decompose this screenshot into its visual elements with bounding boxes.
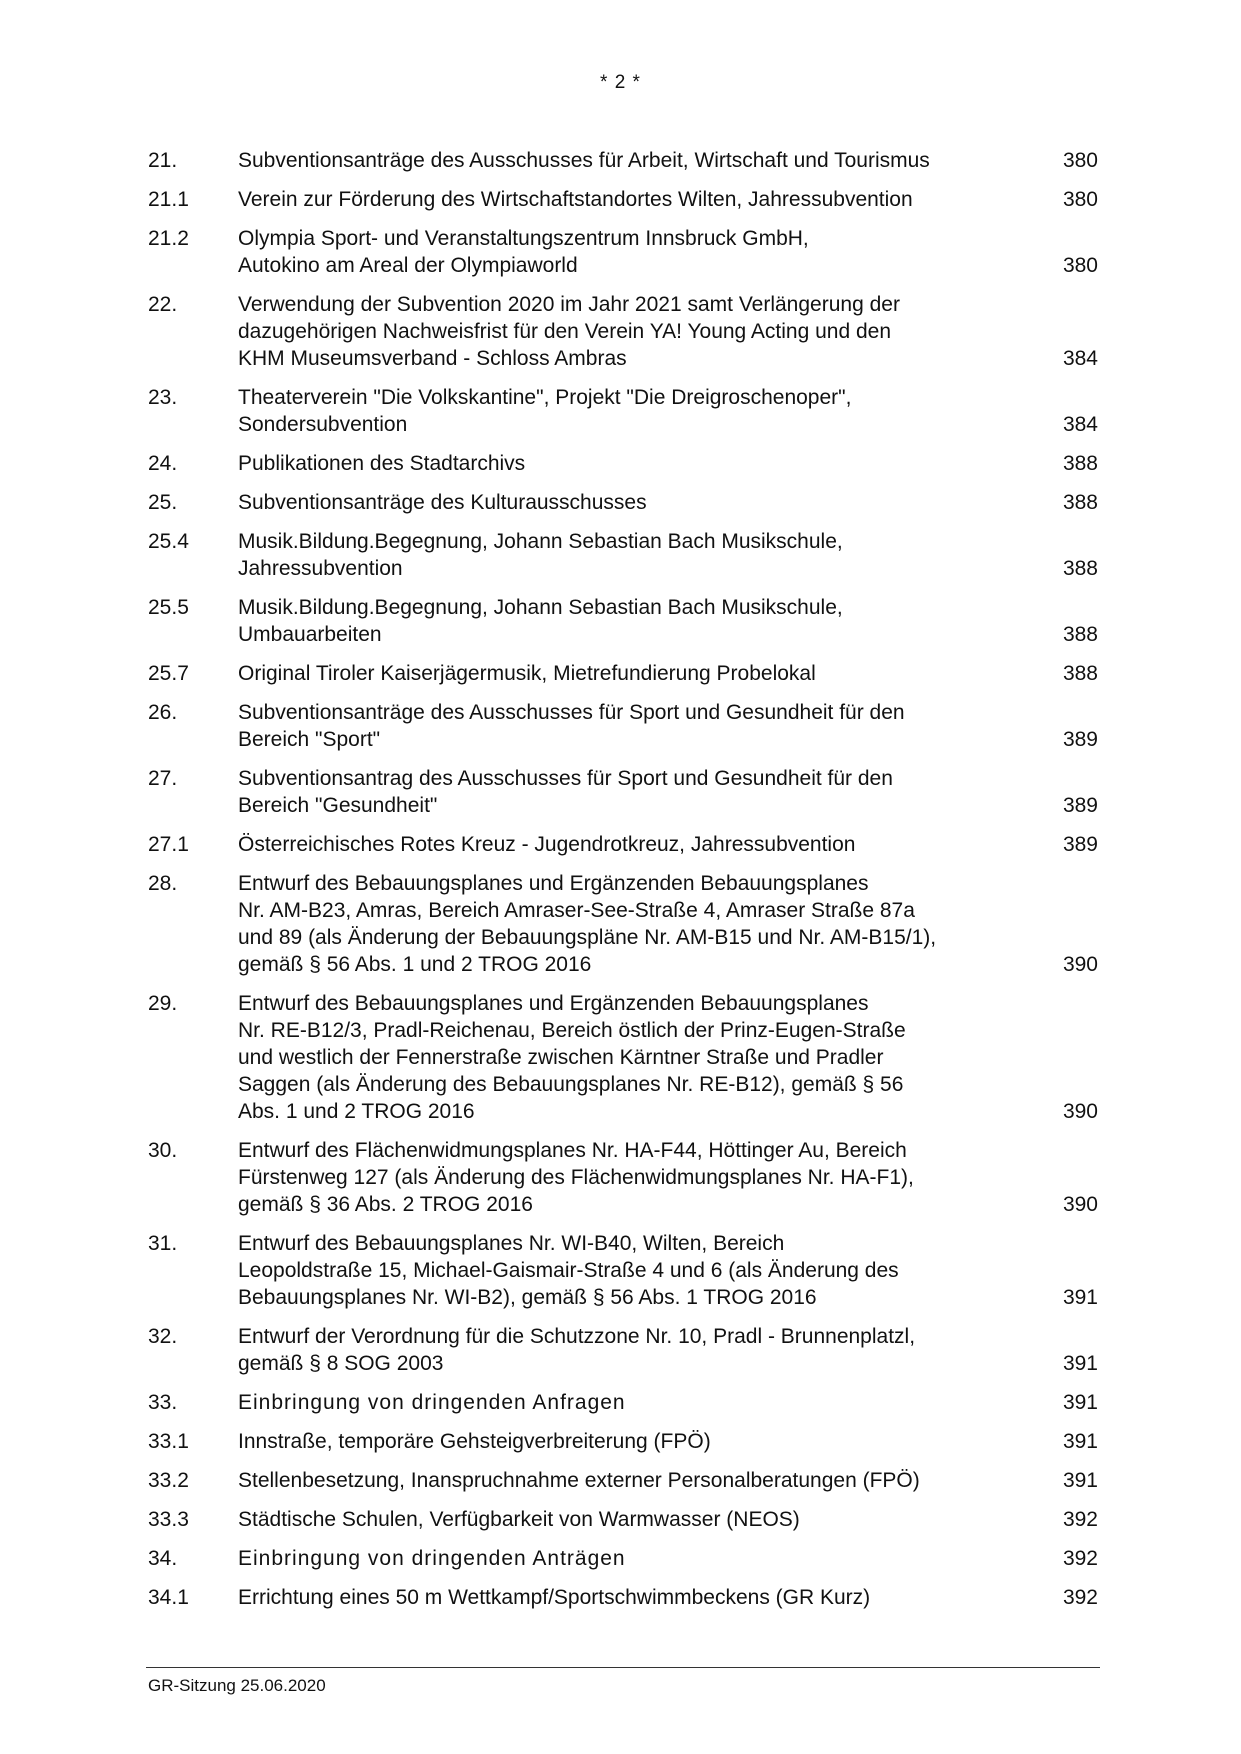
toc-entry-title: Städtische Schulen, Verfügbarkeit von Warmwasser (NEOS) bbox=[238, 1508, 800, 1531]
toc-entry-title: Entwurf des Bebauungsplanes und Ergänzenden Bebauungsplanes Nr. RE-B12/3, Pradl-Reichenau, Bereich östlich der Prinz-Eugen-Straße und westlich der Fennerstraße zwischen Kärntner Straße und Pradler Saggen (als Änderung des Bebauungsplanes Nr. RE-B12), gemäß § 56 Abs. 1 und 2 TROG 2016 bbox=[238, 992, 906, 1123]
toc-entry bbox=[148, 1389, 1098, 1416]
toc-entry-number: 23. bbox=[148, 386, 178, 409]
toc-entry bbox=[148, 186, 1098, 213]
toc-entry-title: Subventionsanträge des Kulturausschusses bbox=[238, 491, 647, 514]
toc-entry bbox=[148, 660, 1098, 687]
toc-entry-page: 391 bbox=[1062, 1286, 1098, 1309]
toc-entry-title: Musik.Bildung.Begegnung, Johann Sebastian Bach Musikschule, Jahressubvention bbox=[238, 530, 843, 580]
toc-entry bbox=[148, 489, 1098, 516]
toc-entry bbox=[148, 1545, 1098, 1572]
toc-entry-number: 21.2 bbox=[148, 227, 189, 250]
toc-entry-number: 32. bbox=[148, 1325, 178, 1348]
toc-entry bbox=[148, 1137, 1098, 1218]
toc-entry-number: 28. bbox=[148, 872, 178, 895]
toc-entry-number: 27. bbox=[148, 767, 178, 790]
toc-entry-page: 384 bbox=[1062, 347, 1098, 370]
toc-entry-number: 22. bbox=[148, 293, 178, 316]
toc-entry-title: Errichtung eines 50 m Wettkampf/Sportschwimmbeckens (GR Kurz) bbox=[238, 1586, 871, 1609]
toc-entry-title: Österreichisches Rotes Kreuz - Jugendrotkreuz, Jahressubvention bbox=[238, 833, 856, 856]
toc-entry-title: Stellenbesetzung, Inanspruchnahme externer Personalberatungen (FPÖ) bbox=[238, 1469, 920, 1492]
toc-entry-page: 388 bbox=[1062, 662, 1098, 685]
toc-entry-page: 388 bbox=[1062, 491, 1098, 514]
toc-entry-page: 389 bbox=[1062, 794, 1098, 817]
toc-entry bbox=[148, 147, 1098, 174]
toc-entry-page: 391 bbox=[1062, 1391, 1098, 1414]
toc-entry-title: Entwurf des Bebauungsplanes Nr. WI-B40, Wilten, Bereich Leopoldstraße 15, Michael-Gaismair-Straße 4 und 6 (als Änderung des Bebauungsplanes Nr. WI-B2), gemäß § 56 Abs. 1 TROG 2016 bbox=[238, 1232, 899, 1309]
toc-entry-title: Einbringung von dringenden Anträgen bbox=[238, 1547, 626, 1570]
toc-entry bbox=[148, 1467, 1098, 1494]
toc-entry-page: 388 bbox=[1062, 623, 1098, 646]
toc-entry-number: 31. bbox=[148, 1232, 178, 1255]
table-of-contents bbox=[148, 147, 1098, 1623]
toc-entry bbox=[148, 384, 1098, 438]
toc-entry-page: 389 bbox=[1062, 833, 1098, 856]
toc-entry-title: Subventionsantrag des Ausschusses für Sport und Gesundheit für den Bereich "Gesundheit" bbox=[238, 767, 893, 817]
footer-session-date: GR-Sitzung 25.06.2020 bbox=[148, 1676, 326, 1695]
toc-entry bbox=[148, 450, 1098, 477]
toc-entry bbox=[148, 1584, 1098, 1611]
toc-entry-page: 390 bbox=[1062, 953, 1098, 976]
toc-entry-number: 27.1 bbox=[148, 833, 189, 856]
toc-entry-number: 25. bbox=[148, 491, 178, 514]
toc-entry-page: 392 bbox=[1062, 1547, 1098, 1570]
toc-entry bbox=[148, 831, 1098, 858]
toc-entry-page: 391 bbox=[1062, 1430, 1098, 1453]
toc-entry-page: 380 bbox=[1062, 149, 1098, 172]
toc-entry bbox=[148, 765, 1098, 819]
toc-entry-number: 25.5 bbox=[148, 596, 189, 619]
toc-entry-number: 30. bbox=[148, 1139, 178, 1162]
toc-entry bbox=[148, 528, 1098, 582]
toc-entry-number: 33. bbox=[148, 1391, 178, 1414]
toc-entry-page: 390 bbox=[1062, 1100, 1098, 1123]
toc-entry-title: Verein zur Förderung des Wirtschaftstandortes Wilten, Jahressubvention bbox=[238, 188, 913, 211]
toc-entry-number: 21. bbox=[148, 149, 178, 172]
toc-entry-number: 25.4 bbox=[148, 530, 189, 553]
toc-entry-title: Olympia Sport- und Veranstaltungszentrum Innsbruck GmbH, Autokino am Areal der Olympiaworld bbox=[238, 227, 809, 277]
toc-entry-number: 34. bbox=[148, 1547, 178, 1570]
toc-entry-title: Publikationen des Stadtarchivs bbox=[238, 452, 526, 475]
toc-entry bbox=[148, 1323, 1098, 1377]
toc-entry-number: 21.1 bbox=[148, 188, 189, 211]
toc-entry-number: 33.1 bbox=[148, 1430, 189, 1453]
toc-entry bbox=[148, 594, 1098, 648]
toc-entry-page: 390 bbox=[1062, 1193, 1098, 1216]
toc-entry-title: Original Tiroler Kaiserjägermusik, Mietrefundierung Probelokal bbox=[238, 662, 816, 685]
toc-entry bbox=[148, 1506, 1098, 1533]
toc-entry-number: 24. bbox=[148, 452, 178, 475]
footer-divider bbox=[146, 1667, 1100, 1668]
toc-entry-number: 29. bbox=[148, 992, 178, 1015]
toc-entry-page: 388 bbox=[1062, 452, 1098, 475]
toc-entry-title: Musik.Bildung.Begegnung, Johann Sebastian Bach Musikschule, Umbauarbeiten bbox=[238, 596, 843, 646]
toc-entry-title: Innstraße, temporäre Gehsteigverbreiterung (FPÖ) bbox=[238, 1430, 711, 1453]
toc-entry-page: 391 bbox=[1062, 1469, 1098, 1492]
toc-entry-number: 33.3 bbox=[148, 1508, 189, 1531]
toc-entry-page: 391 bbox=[1062, 1352, 1098, 1375]
toc-entry bbox=[148, 291, 1098, 372]
toc-entry bbox=[148, 699, 1098, 753]
toc-entry-page: 380 bbox=[1062, 188, 1098, 211]
toc-entry-page: 384 bbox=[1062, 413, 1098, 436]
toc-entry-title: Subventionsanträge des Ausschusses für Arbeit, Wirtschaft und Tourismus bbox=[238, 149, 930, 172]
toc-entry-number: 33.2 bbox=[148, 1469, 189, 1492]
toc-entry-title: Einbringung von dringenden Anfragen bbox=[238, 1391, 626, 1414]
toc-entry-title: Entwurf des Flächenwidmungsplanes Nr. HA-F44, Höttinger Au, Bereich Fürstenweg 127 (als Änderung des Flächenwidmungsplanes Nr. HA-F1), gemäß § 36 Abs. 2 TROG 2016 bbox=[238, 1139, 914, 1216]
toc-entry-page: 389 bbox=[1062, 728, 1098, 751]
toc-entry bbox=[148, 870, 1098, 978]
toc-entry-number: 25.7 bbox=[148, 662, 189, 685]
toc-entry-page: 388 bbox=[1062, 557, 1098, 580]
toc-entry-page: 392 bbox=[1062, 1586, 1098, 1609]
toc-entry-title: Subventionsanträge des Ausschusses für Sport und Gesundheit für den Bereich "Sport" bbox=[238, 701, 905, 751]
toc-entry bbox=[148, 1428, 1098, 1455]
toc-entry-page: 392 bbox=[1062, 1508, 1098, 1531]
toc-entry-title: Entwurf des Bebauungsplanes und Ergänzenden Bebauungsplanes Nr. AM-B23, Amras, Bereich Amraser-See-Straße 4, Amraser Straße 87a und 89 (als Änderung der Bebauungspläne Nr. AM-B15 und Nr. AM-B15/1), gemäß § 56 Abs. 1 und 2 TROG 2016 bbox=[238, 872, 937, 976]
toc-entry bbox=[148, 225, 1098, 279]
toc-entry-title: Theaterverein "Die Volkskantine", Projekt "Die Dreigroschenoper", Sondersubvention bbox=[238, 386, 852, 436]
toc-entry-page: 380 bbox=[1062, 254, 1098, 277]
page-number: * 2 * bbox=[600, 72, 641, 93]
toc-entry-number: 34.1 bbox=[148, 1586, 189, 1609]
toc-entry bbox=[148, 990, 1098, 1125]
toc-entry bbox=[148, 1230, 1098, 1311]
toc-entry-number: 26. bbox=[148, 701, 178, 724]
toc-entry-title: Entwurf der Verordnung für die Schutzzone Nr. 10, Pradl - Brunnenplatzl, gemäß § 8 SOG 2003 bbox=[238, 1325, 916, 1375]
toc-entry-title: Verwendung der Subvention 2020 im Jahr 2021 samt Verlängerung der dazugehörigen Nachweisfrist für den Verein YA! Young Acting und den KHM Museumsverband - Schloss Ambras bbox=[238, 293, 900, 370]
